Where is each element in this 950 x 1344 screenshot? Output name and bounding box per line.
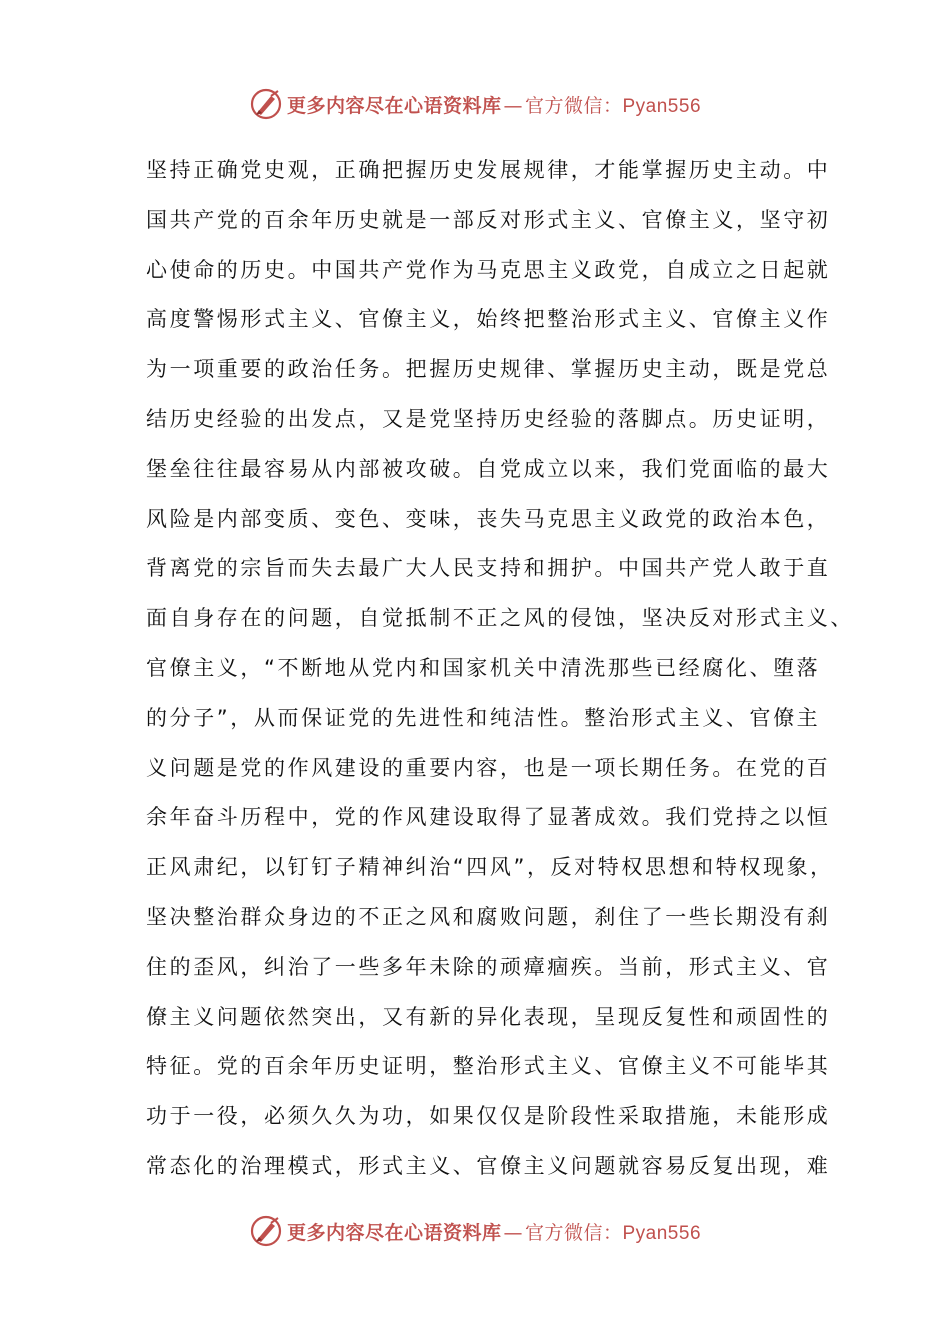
body-line: 坚决整治群众身边的不正之风和腐败问题，刹住了一些长期没有刹 (146, 904, 831, 929)
body-line: 僚主义问题依然突出，又有新的异化表现，呈现反复性和顽固性的 (146, 1004, 831, 1029)
footer-banner (0, 1211, 950, 1251)
footer-banner-dash: — (503, 1221, 523, 1244)
body-line: 背离党的宗旨而失去最广大人民支持和拥护。中国共产党人敢于直 (146, 556, 831, 581)
body-line: 坚持正确党史观，正确把握历史发展规律，才能掌握历史主动。中 (146, 158, 831, 182)
body-line: 风险是内部变质、变色、变味，丧失马克思主义政党的政治本色， (146, 506, 831, 531)
document-body (146, 152, 854, 1198)
body-line: 官僚主义，“不断地从党内和国家机关中清洗那些已经腐化、堕落 (146, 655, 821, 680)
body-line: 国共产党的百余年历史就是一部反对形式主义、官僚主义，坚守初 (146, 207, 831, 232)
quill-pen-logo-icon (249, 87, 283, 121)
body-line: 常态化的治理模式，形式主义、官僚主义问题就容易反复出现，难 (146, 1153, 831, 1178)
body-line: 高度警惕形式主义、官僚主义，始终把整治形式主义、官僚主义作 (146, 307, 831, 332)
body-line: 面自身存在的问题，自觉抵制不正之风的侵蚀，坚决反对形式主义、 (146, 606, 854, 631)
body-line: 心使命的历史。中国共产党作为马克思主义政党，自成立之日起就 (146, 257, 831, 282)
header-banner-account: 官方微信：Pyan556 (525, 95, 702, 117)
quill-pen-logo-icon (249, 1214, 283, 1248)
body-line: 的分子”，从而保证党的先进性和纯洁性。整治形式主义、官僚主 (146, 705, 821, 730)
body-line: 余年奋斗历程中，党的作风建设取得了显著成效。我们党持之以恒 (146, 805, 831, 830)
body-line: 特征。党的百余年历史证明，整治形式主义、官僚主义不可能毕其 (146, 1054, 831, 1079)
header-banner-title: 更多内容尽在心语资料库 (286, 94, 502, 117)
body-line: 义问题是党的作风建设的重要内容，也是一项长期任务。在党的百 (146, 755, 831, 780)
header-banner-dash: — (503, 94, 523, 117)
footer-banner-title: 更多内容尽在心语资料库 (286, 1221, 502, 1244)
body-line: 为一项重要的政治任务。把握历史规律、掌握历史主动，既是党总 (146, 357, 831, 382)
footer-banner-account: 官方微信：Pyan556 (525, 1222, 702, 1244)
body-line: 住的歪风，纠治了一些多年未除的顽瘴痼疾。当前，形式主义、官 (146, 954, 831, 979)
body-line: 结历史经验的出发点，又是党坚持历史经验的落脚点。历史证明， (146, 406, 831, 431)
body-line: 正风肃纪，以钉钉子精神纠治“四风”，反对特权思想和特权现象， (146, 855, 834, 880)
body-line: 功于一役，必须久久为功，如果仅仅是阶段性采取措施，未能形成 (146, 1104, 831, 1129)
header-banner (0, 84, 950, 124)
body-line: 堡垒往往最容易从内部被攻破。自党成立以来，我们党面临的最大 (146, 456, 831, 481)
